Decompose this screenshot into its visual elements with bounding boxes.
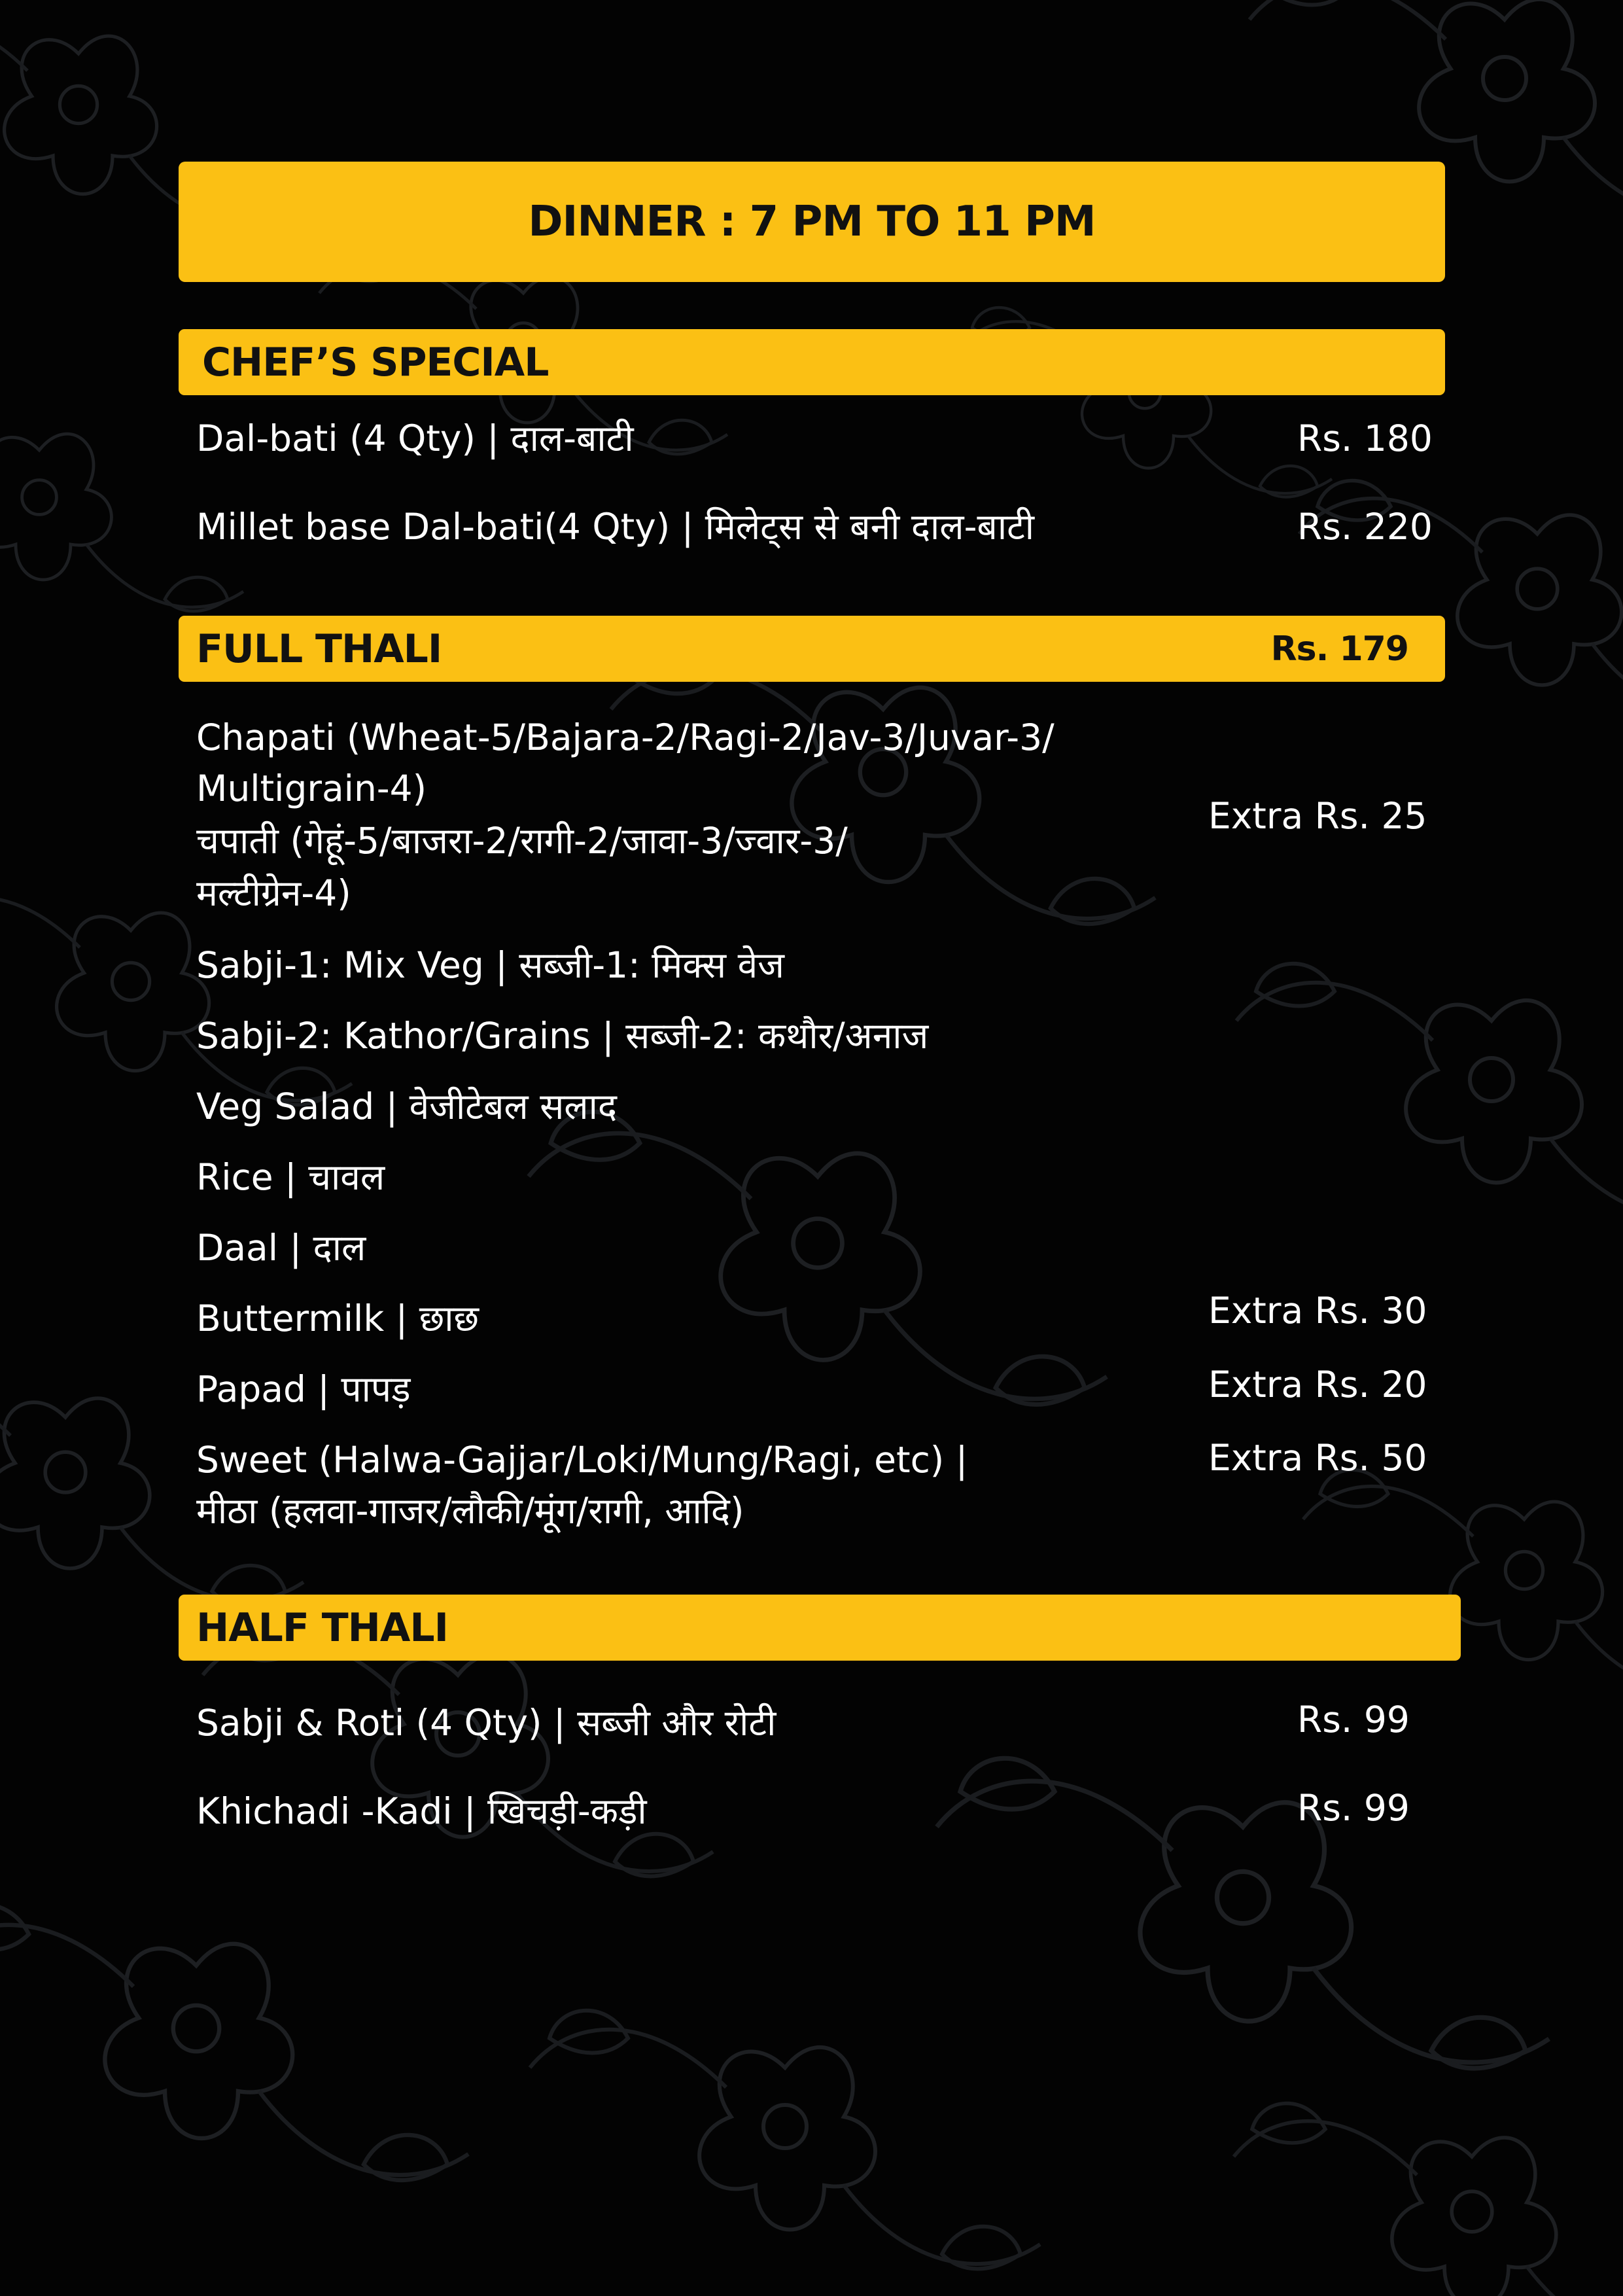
section-header-half-thali — [179, 1595, 1461, 1661]
menu-item-rice: Rice | चावल — [196, 1156, 385, 1198]
chapati-line: मल्टीग्रेन-4) — [196, 872, 351, 914]
chapati-extra-price: Extra Rs. 25 — [1208, 795, 1427, 837]
section-header-chefs-special — [179, 329, 1445, 395]
menu-item-papad: Papad | पापड़ — [196, 1368, 411, 1410]
menu-item-millet-dal-bati: Millet base Dal-bati(4 Qty) | मिलेट्स से बनी दाल-बाटी — [196, 506, 1035, 548]
price-sabji-roti: Rs. 99 — [1297, 1699, 1410, 1740]
papad-extra-price: Extra Rs. 20 — [1208, 1364, 1427, 1405]
menu-item-chapati — [196, 711, 1055, 764]
menu-item-daal: Daal | दाल — [196, 1227, 366, 1269]
chapati-line: Chapati (Wheat-5/Bajara-2/Ragi-2/Jav-3/Juvar-3/ — [196, 716, 1055, 758]
section-title: HALF THALI — [196, 1604, 448, 1651]
menu-item-sabji-2: Sabji-2: Kathor/Grains | सब्जी-2: कथौर/अनाज — [196, 1015, 929, 1057]
price-millet-dal-bati: Rs. 220 — [1297, 506, 1433, 548]
menu-item-dal-bati: Dal-bati (4 Qty) | दाल-बाटी — [196, 417, 634, 459]
buttermilk-extra-price: Extra Rs. 30 — [1208, 1290, 1427, 1332]
section-header-full-thali — [179, 616, 1445, 682]
menu-item-sweet: Sweet (Halwa-Gajjar/Loki/Mung/Ragi, etc) | — [196, 1439, 968, 1481]
full-thali-price: Rs. 179 — [1270, 629, 1408, 669]
dinner-timing-banner: DINNER : 7 PM TO 11 PM — [179, 162, 1445, 282]
section-title: FULL THALI — [196, 626, 442, 672]
price-dal-bati: Rs. 180 — [1297, 417, 1433, 459]
menu-item-sabji-1: Sabji-1: Mix Veg | सब्जी-1: मिक्स वेज — [196, 944, 784, 986]
chapati-line: Multigrain-4) — [196, 768, 427, 809]
menu-item-khichadi-kadi: Khichadi -Kadi | खिचड़ी-कड़ी — [196, 1790, 647, 1832]
menu-item-veg-salad: Veg Salad | वेजीटेबल सलाद — [196, 1086, 618, 1127]
menu-item-sweet-hindi: मीठा (हलवा-गाजर/लौकी/मूंग/रागी, आदि) — [196, 1490, 744, 1532]
sweet-extra-price: Extra Rs. 50 — [1208, 1437, 1427, 1479]
menu-item-sabji-roti: Sabji & Roti (4 Qty) | सब्जी और रोटी — [196, 1702, 777, 1744]
price-khichadi-kadi: Rs. 99 — [1297, 1787, 1410, 1829]
chapati-line: चपाती (गेहूं-5/बाजरा-2/रागी-2/जावा-3/ज्वार-3/ — [196, 820, 848, 862]
menu-item-buttermilk: Buttermilk | छाछ — [196, 1298, 480, 1339]
section-title: CHEF’S SPECIAL — [202, 339, 549, 385]
